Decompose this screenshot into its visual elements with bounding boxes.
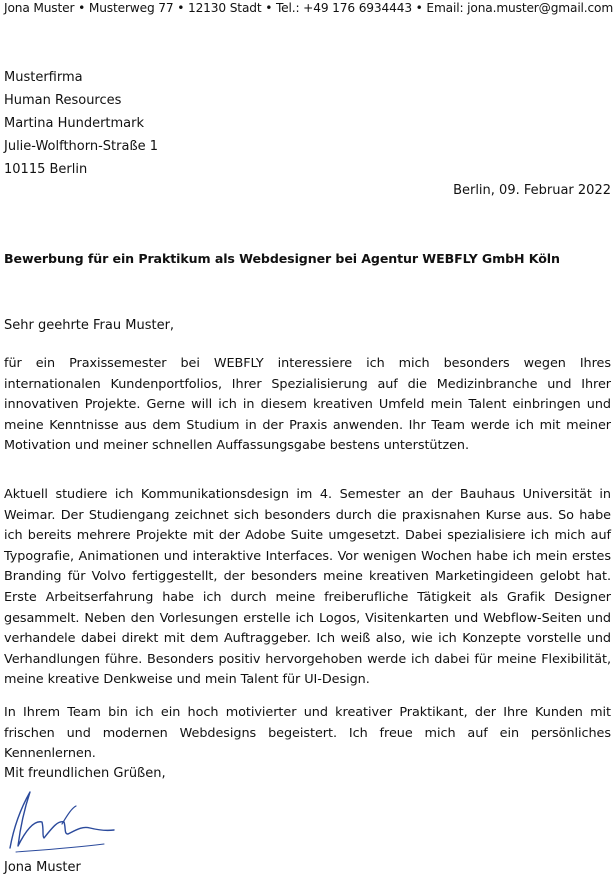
sender-address-line: Jona Muster • Musterweg 77 • 12130 Stadt • Tel.: +49 176 6934443 • Email: jona.muster@gmail.com [4,1,614,15]
body-paragraph-1: für ein Praxissemester bei WEBFLY interessiere ich mich besonders wegen Ihres internationalen Kundenportfolios, Ihrer Spezialisierung auf die Medizinbranche und Ihrer innovativen Projekte. Gerne will ich in diesem kreativen Umfeld mein Talent einbringen und meine Kenntnisse aus dem Studium in der Praxis anwenden. Ihr Team werde ich mit meiner Motivation und meiner schnellen Auffassungsgabe bestens unterstützen. [4,356,611,454]
letter-subject: Bewerbung für ein Praktikum als Webdesigner bei Agentur WEBFLY GmbH Köln [4,251,560,266]
letter-date: Berlin, 09. Februar 2022 [453,183,611,198]
recipient-company: Musterfirma [4,70,83,85]
recipient-department: Human Resources [4,93,122,108]
signature-stroke-2 [62,806,76,824]
recipient-street: Julie-Wolfthorn-Straße 1 [4,139,159,154]
signature-stroke-1 [10,792,114,848]
recipient-contact: Martina Hundertmark [4,116,145,131]
closing-phrase: Mit freundlichen Grüßen, [4,766,166,781]
salutation: Sehr geehrte Frau Muster, [4,318,175,333]
body-paragraph-3: In Ihrem Team bin ich ein hoch motivierter und kreativer Praktikant, der Ihre Kunden mit frischen und modernen Webdesigns begeistert. Ich freue mich auf ein persönliches Kennenlernen. [4,705,611,762]
handwritten-signature [2,786,118,854]
signer-name: Jona Muster [4,860,81,875]
recipient-city: 10115 Berlin [4,162,88,177]
recipient-address-block [4,66,158,181]
body-paragraph-2: Aktuell studiere ich Kommunikationsdesign im 4. Semester an der Bauhaus Universität in Weimar. Der Studiengang zeichnet sich besonders durch die praxisnahen Kurse aus. So habe ich bereits mehrere Projekte mit der Adobe Suite umgesetzt. Dabei spezialisiere ich mich auf Typografie, Animationen und interaktive Interfaces. Vor wenigen Wochen habe ich mein erstes Branding für Volvo fertiggestellt, der besonders meine kreativen Marketingideen gelobt hat. Erste Arbeitserfahrung habe ich durch meine freiberufliche Tätigkeit als Grafik Designer gesammelt. Neben den Vorlesungen erstelle ich Logos, Visitenkarten und Webflow-Seiten und verhandele dabei direkt mit dem Auftraggeber. Ich weiß also, wie ich Konzepte vorstelle und Verhandlungen führe. Besonders positiv hervorgehoben werde ich dabei für meine Flexibilität, meine kreative Denkweise und mein Talent für UI-Design. [4,487,611,688]
signature-underline [16,844,104,852]
